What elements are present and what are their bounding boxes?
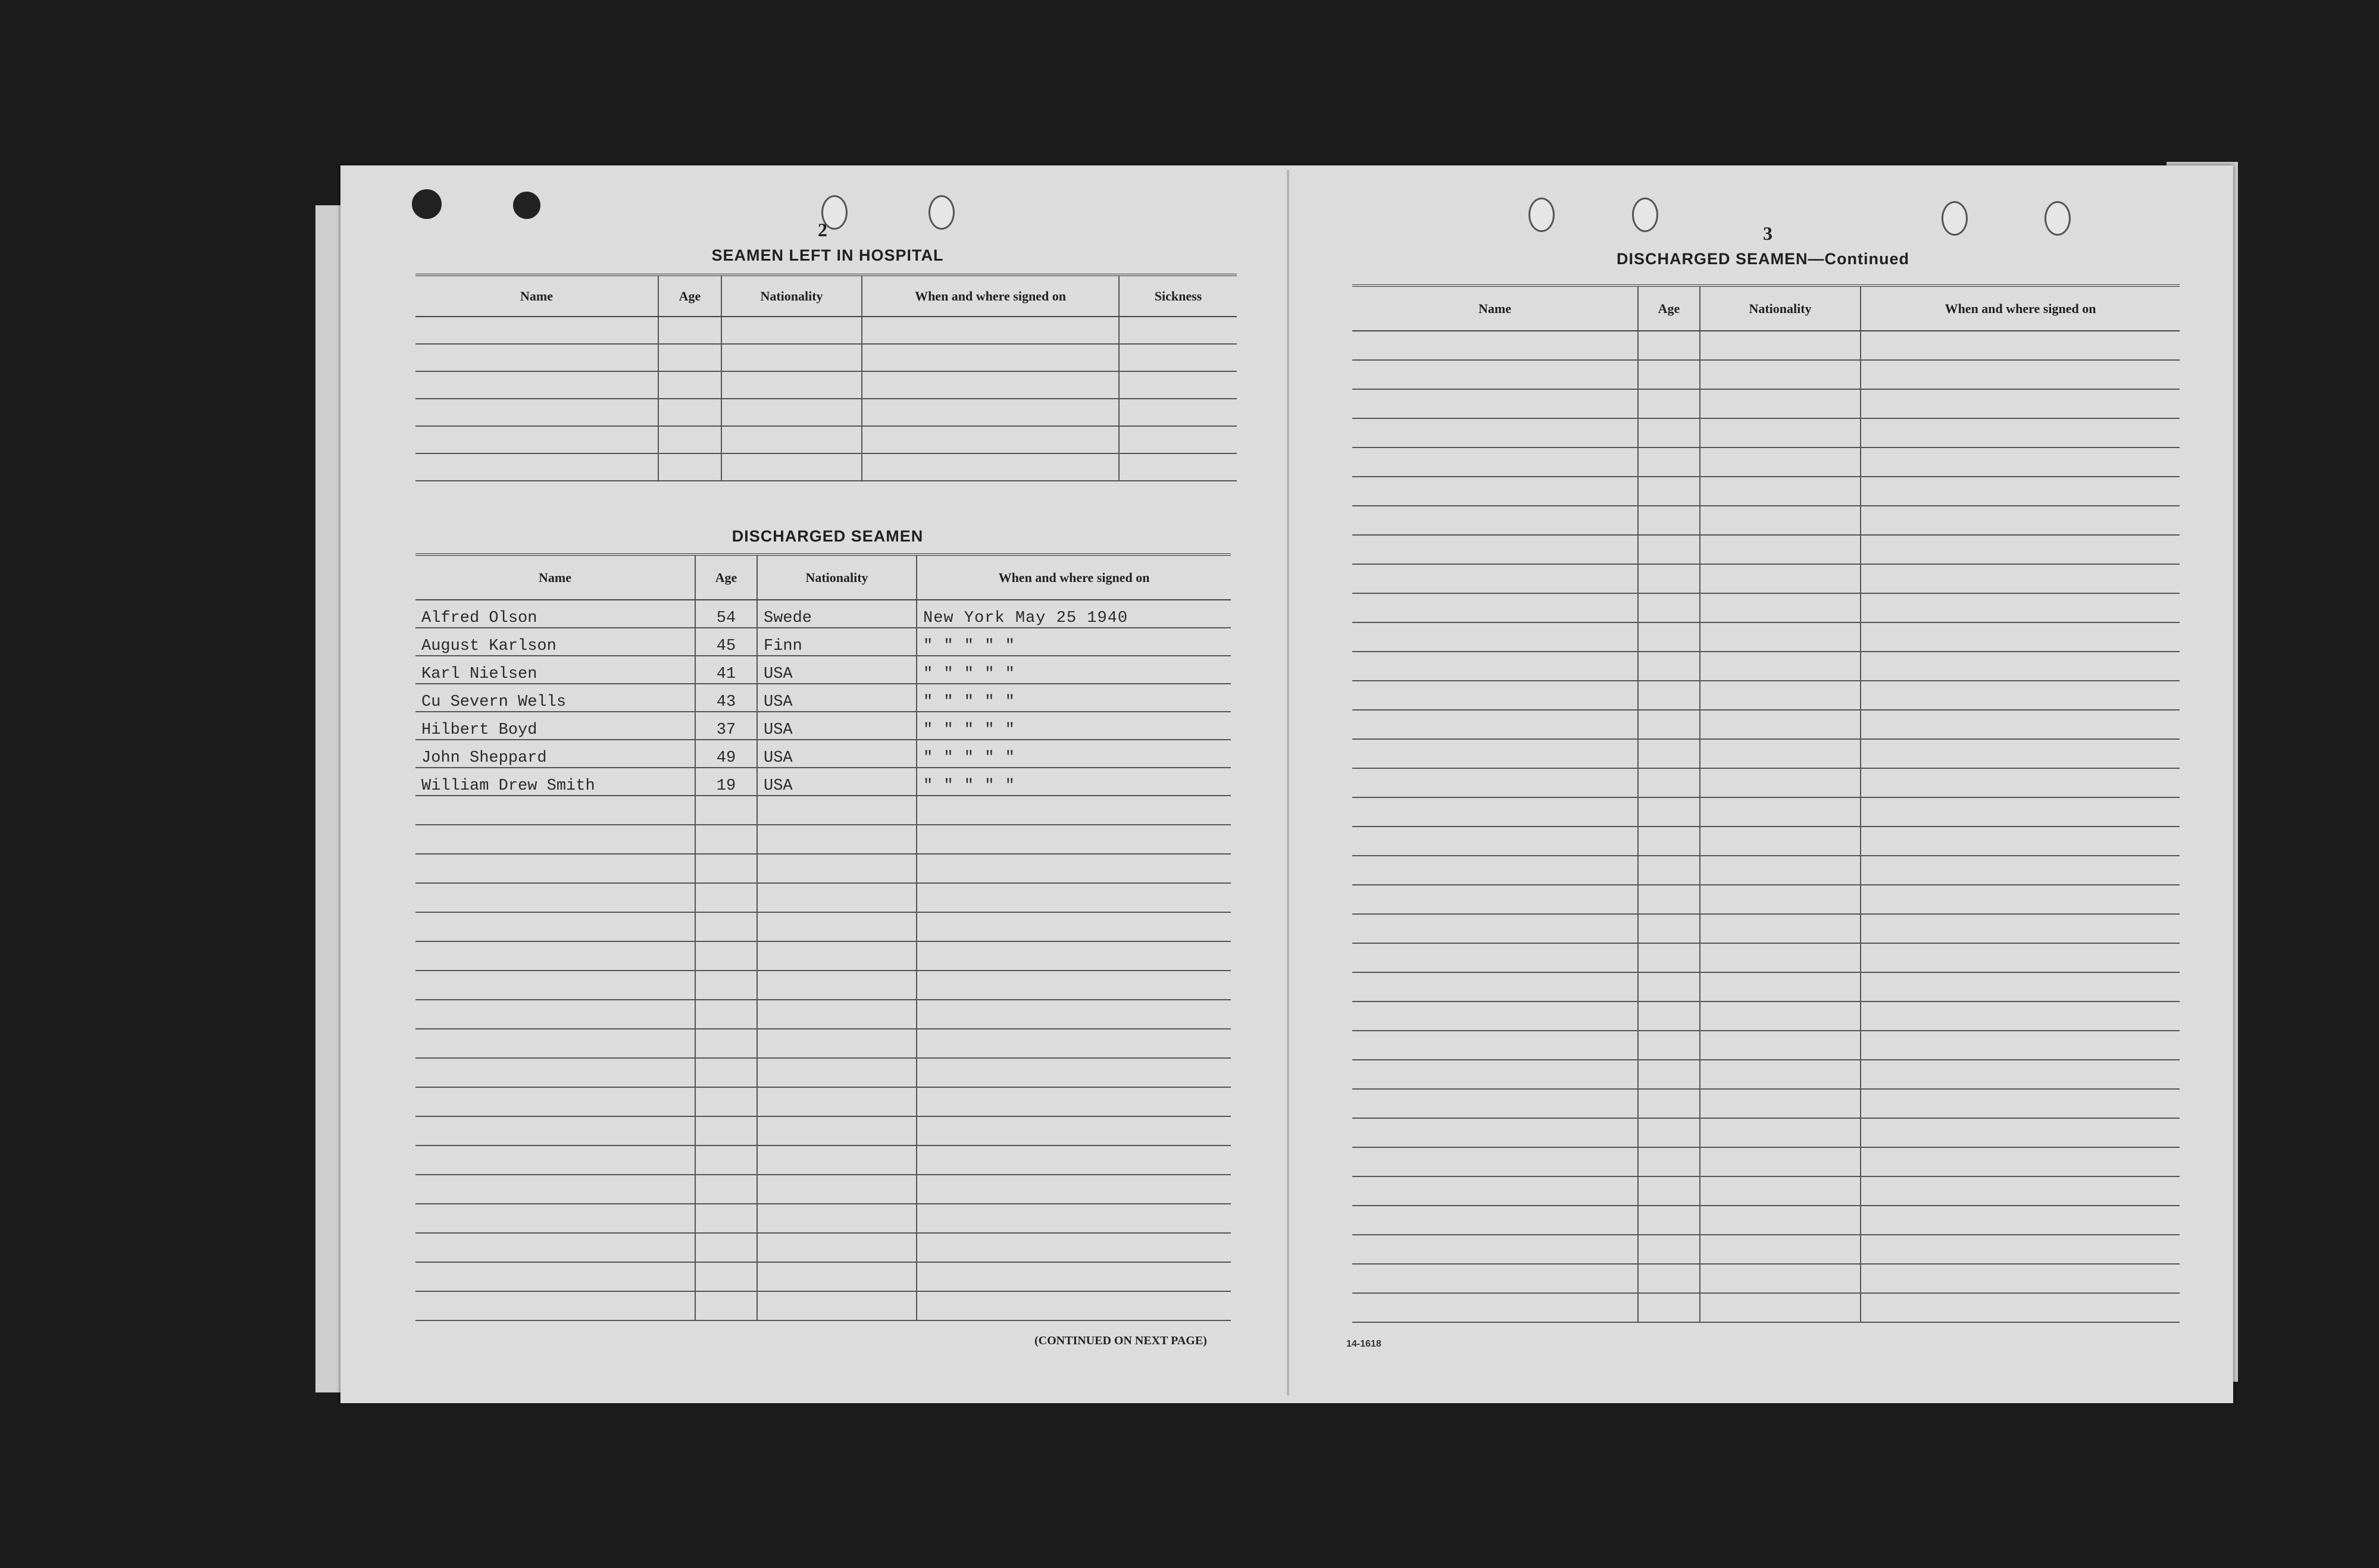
discharged-section-title: DISCHARGED SEAMEN	[731, 527, 924, 545]
table-row	[1352, 1001, 2180, 1031]
table-row	[415, 768, 1231, 796]
table-row	[1352, 914, 2180, 943]
column-header-nationality: Nationality	[757, 555, 917, 600]
table-row	[1352, 972, 2180, 1001]
column-header-name: Name	[1352, 286, 1638, 331]
table-row	[1352, 768, 2180, 797]
column-header-nationality: Nationality	[721, 275, 862, 317]
table-row	[1352, 710, 2180, 739]
column-header-age: Age	[695, 555, 757, 600]
table-row	[415, 1146, 1231, 1175]
table-row	[415, 317, 1237, 344]
seaman-nationality: USA	[757, 768, 917, 796]
seaman-signed-on: " " " " "	[917, 628, 1231, 656]
table-row	[1352, 681, 2180, 710]
table-row	[1352, 1264, 2180, 1293]
hospital-section-title: SEAMEN LEFT IN HOSPITAL	[711, 246, 944, 264]
table-row	[415, 712, 1231, 740]
table-row	[1352, 1206, 2180, 1235]
continued-note: (CONTINUED ON NEXT PAGE)	[1034, 1334, 1207, 1347]
seaman-age: 45	[695, 628, 757, 656]
table-row	[1352, 389, 2180, 418]
table-row	[415, 740, 1231, 768]
table-row	[415, 1262, 1231, 1291]
table-row	[415, 371, 1237, 399]
table-row	[1352, 418, 2180, 447]
table-row	[1352, 1235, 2180, 1264]
table-row	[415, 1116, 1231, 1146]
column-header-name: Name	[415, 275, 658, 317]
table-row	[415, 628, 1231, 656]
seaman-name: John Sheppard	[415, 740, 695, 768]
seaman-age: 43	[695, 684, 757, 712]
continued-section-title: DISCHARGED SEAMEN—Continued	[1617, 250, 1909, 268]
seaman-name: Alfred Olson	[415, 600, 695, 628]
seaman-nationality: Finn	[757, 628, 917, 656]
column-header-age: Age	[1638, 286, 1700, 331]
table-row	[415, 600, 1231, 628]
table-row	[1352, 827, 2180, 856]
discharged-table	[415, 553, 1231, 1321]
table-row	[415, 684, 1231, 712]
table-row	[415, 1233, 1231, 1262]
table-row	[1352, 622, 2180, 652]
table-row	[1352, 652, 2180, 681]
table-row	[415, 1000, 1231, 1029]
table-row	[1352, 1089, 2180, 1118]
seaman-signed-on: " " " " "	[917, 740, 1231, 768]
column-header-sickness: Sickness	[1119, 275, 1237, 317]
table-row	[1352, 739, 2180, 768]
column-header-age: Age	[658, 275, 721, 317]
table-row	[415, 344, 1237, 371]
table-row	[415, 399, 1237, 426]
table-row	[1352, 447, 2180, 477]
table-row	[415, 656, 1231, 684]
page-number: 2	[818, 219, 827, 240]
table-row	[415, 1291, 1231, 1320]
seaman-nationality: USA	[757, 684, 917, 712]
column-header-when-where: When and where signed on	[1861, 286, 2180, 331]
table-row	[1352, 1118, 2180, 1147]
table-row	[415, 825, 1231, 854]
table-row	[415, 854, 1231, 883]
column-header-when-where: When and where signed on	[862, 275, 1119, 317]
seaman-age: 19	[695, 768, 757, 796]
seaman-age: 54	[695, 600, 757, 628]
seaman-age: 49	[695, 740, 757, 768]
table-row	[1352, 506, 2180, 535]
table-row	[1352, 943, 2180, 972]
seaman-name: Karl Nielsen	[415, 656, 695, 684]
table-row	[415, 1029, 1231, 1058]
table-row	[415, 1087, 1231, 1116]
table-row	[415, 453, 1237, 481]
seaman-nationality: Swede	[757, 600, 917, 628]
seaman-signed-on: " " " " "	[917, 656, 1231, 684]
table-row	[1352, 885, 2180, 914]
table-row	[1352, 1293, 2180, 1322]
column-header-nationality: Nationality	[1700, 286, 1861, 331]
seaman-signed-on: " " " " "	[917, 684, 1231, 712]
center-fold	[1287, 170, 1289, 1395]
table-row	[415, 1058, 1231, 1087]
seaman-nationality: USA	[757, 740, 917, 768]
table-row	[415, 912, 1231, 941]
page-number: 3	[1763, 223, 1772, 244]
seaman-name: Cu Severn Wells	[415, 684, 695, 712]
table-row	[1352, 1147, 2180, 1176]
seaman-name: William Drew Smith	[415, 768, 695, 796]
form-number: 14-1618	[1346, 1339, 1381, 1349]
seaman-nationality: USA	[757, 656, 917, 684]
table-row	[415, 941, 1231, 971]
table-row	[1352, 1031, 2180, 1060]
table-row	[1352, 1176, 2180, 1206]
table-row	[415, 426, 1237, 453]
table-row	[415, 971, 1231, 1000]
table-row	[415, 1204, 1231, 1233]
table-row	[1352, 593, 2180, 622]
seaman-age: 37	[695, 712, 757, 740]
table-row	[1352, 360, 2180, 389]
seaman-age: 41	[695, 656, 757, 684]
table-row	[1352, 477, 2180, 506]
table-row	[1352, 535, 2180, 564]
seaman-name: Hilbert Boyd	[415, 712, 695, 740]
seaman-signed-on: New York May 25 1940	[917, 600, 1231, 628]
discharged-continued-table	[1352, 284, 2180, 1323]
table-row	[1352, 564, 2180, 593]
column-header-when-where: When and where signed on	[917, 555, 1231, 600]
table-row	[415, 796, 1231, 825]
table-row	[1352, 1060, 2180, 1089]
right-page	[1346, 196, 2180, 1357]
column-header-name: Name	[415, 555, 695, 600]
left-page	[415, 196, 1240, 1357]
table-row	[1352, 331, 2180, 360]
table-row	[415, 1175, 1231, 1204]
table-row	[415, 883, 1231, 912]
table-row	[1352, 856, 2180, 885]
hospital-table	[415, 274, 1237, 481]
table-row	[1352, 797, 2180, 827]
seaman-name: August Karlson	[415, 628, 695, 656]
seaman-nationality: USA	[757, 712, 917, 740]
seaman-signed-on: " " " " "	[917, 712, 1231, 740]
seaman-signed-on: " " " " "	[917, 768, 1231, 796]
